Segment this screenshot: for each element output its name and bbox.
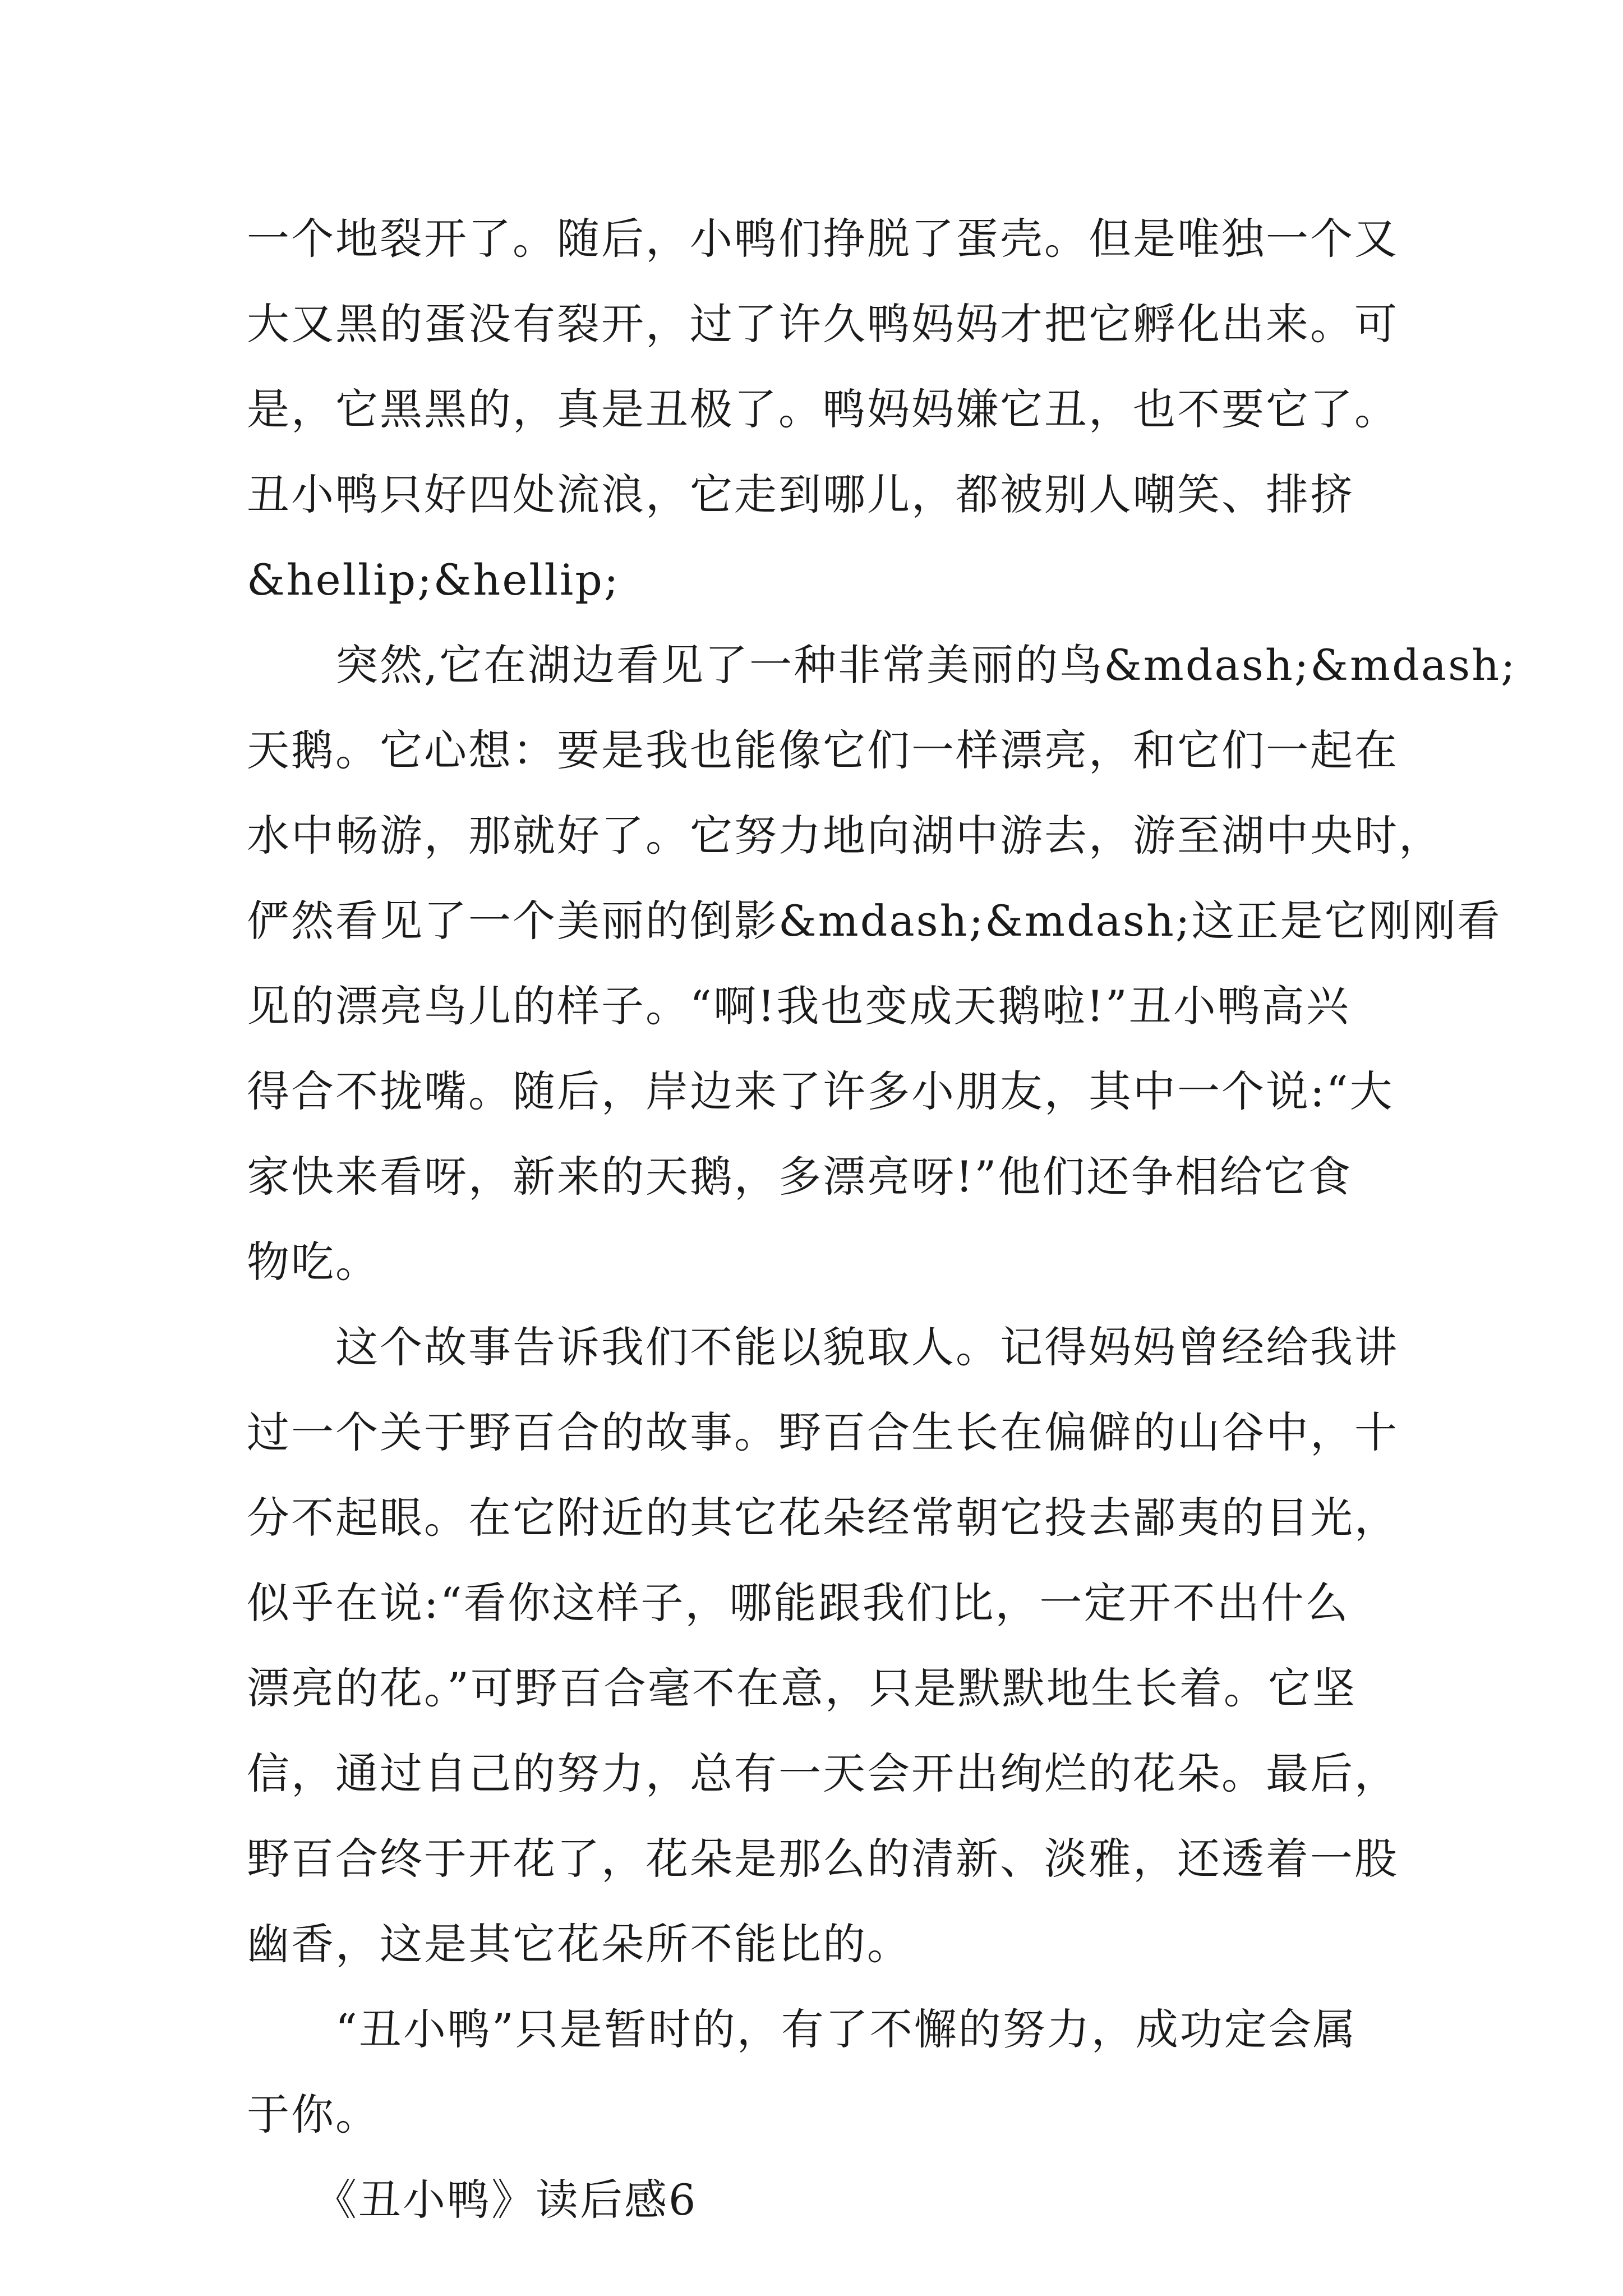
text-line: 见的漂亮鸟儿的样子。“啊!我也变成天鹅啦!”丑小鸭高兴 [247,981,1350,1031]
text-line: 一个地裂开了。随后，小鸭们挣脱了蛋壳。但是唯独一个又 [247,214,1399,264]
text-line: 天鹅。它心想：要是我也能像它们一样漂亮，和它们一起在 [247,725,1399,775]
text-line: 大又黑的蛋没有裂开，过了许久鸭妈妈才把它孵化出来。可 [247,299,1399,349]
text-line: 物吃。 [247,1237,380,1287]
text-line: &hellip;&hellip; [247,555,620,605]
text-line: “丑小鸭”只是暂时的，有了不懈的努力，成功定会属 [247,2004,1357,2054]
text-line: 得合不拢嘴。随后，岸边来了许多小朋友，其中一个说:“大 [247,1066,1394,1116]
text-line: 漂亮的花。”可野百合毫不在意，只是默默地生长着。它坚 [247,1663,1357,1713]
text-line: 水中畅游，那就好了。它努力地向湖中游去，游至湖中央时， [247,811,1443,861]
text-line: 丑小鸭只好四处流浪，它走到哪儿，都被别人嘲笑、排挤 [247,470,1354,519]
text-line: 《丑小鸭》读后感6 [247,2175,698,2225]
text-line: 幽香，这是其它花朵所不能比的。 [247,1919,911,1969]
text-line: 俨然看见了一个美丽的倒影&mdash;&mdash;这正是它刚刚看 [247,896,1502,946]
text-line: 于你。 [247,2090,380,2139]
text-line: 家快来看呀，新来的天鹅，多漂亮呀!”他们还争相给它食 [247,1152,1353,1202]
text-line: 这个故事告诉我们不能以貌取人。记得妈妈曾经给我讲 [247,1322,1399,1372]
text-line: 是，它黑黑的，真是丑极了。鸭妈妈嫌它丑，也不要它了。 [247,384,1399,434]
text-line: 野百合终于开花了，花朵是那么的清新、淡雅，还透着一股 [247,1834,1399,1884]
document-body [247,196,1517,2243]
text-line: 似乎在说:“看你这样子，哪能跟我们比，一定开不出什么 [247,1578,1350,1628]
text-line: 信，通过自己的努力，总有一天会开出绚烂的花朵。最后， [247,1749,1399,1798]
text-line: 突然,它在湖边看见了一种非常美丽的鸟&mdash;&mdash; [247,640,1517,690]
text-line: 分不起眼。在它附近的其它花朵经常朝它投去鄙夷的目光， [247,1493,1399,1543]
text-line: 过一个关于野百合的故事。野百合生长在偏僻的山谷中，十 [247,1407,1399,1457]
